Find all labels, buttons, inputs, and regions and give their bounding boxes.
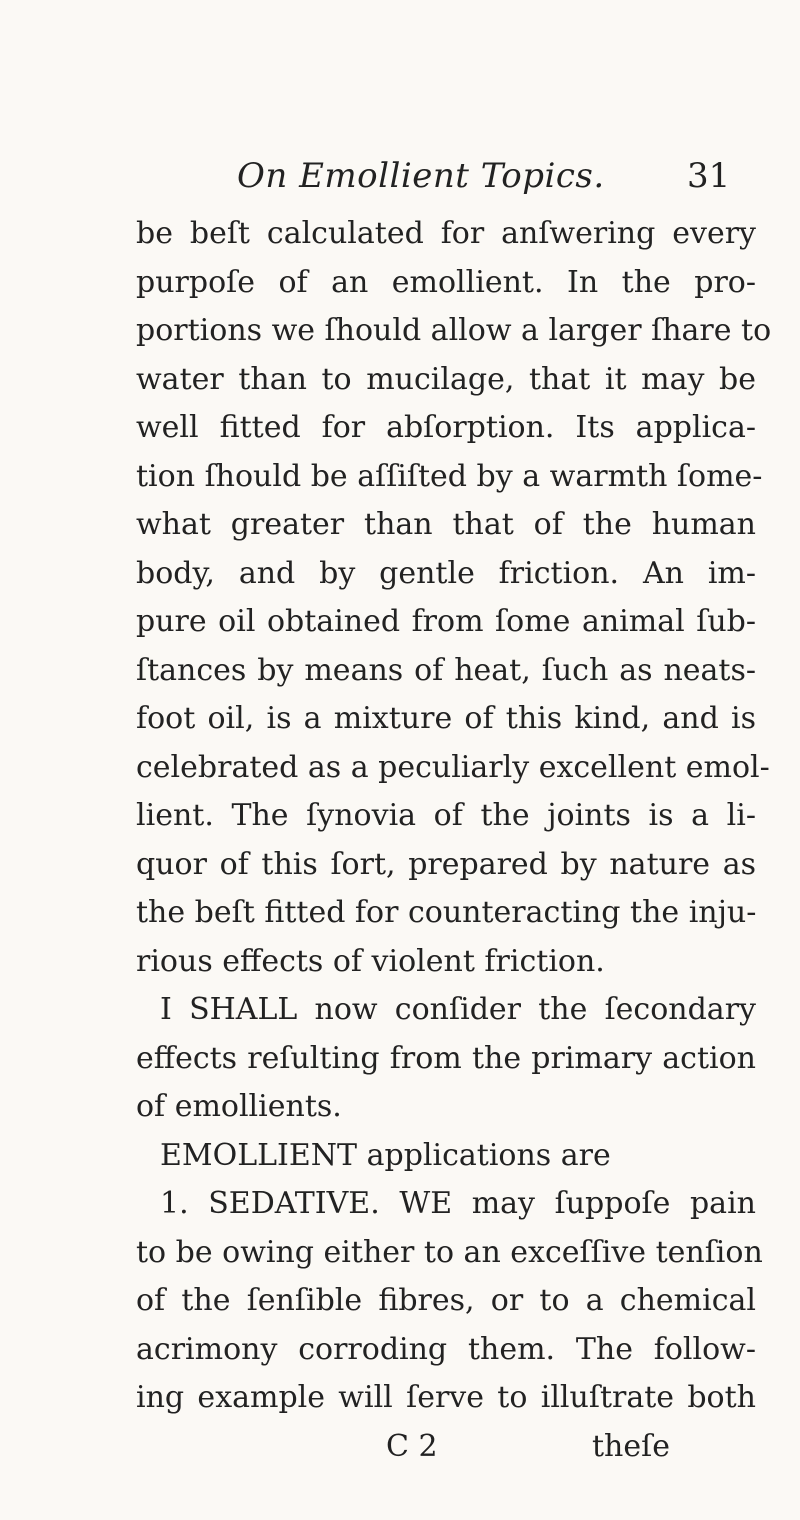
text-line: 1. SEDATIVE. WE may ſuppoſe pain [160,1186,756,1221]
text-line: EMOLLIENT applications are [160,1137,611,1173]
text-line: be beſt calculated for anſwering every [136,216,756,251]
running-title: On Emollient Topics. [237,156,605,196]
signature-line [136,1423,756,1472]
text-line: to be owing either to an exceſſive tenſion [136,1234,763,1270]
text-line: water than to mucilage, that it may be [136,361,756,397]
text-line: lient. The ſynovia of the joints is a li- [136,798,756,833]
text-line: I SHALL now conſider the ſecondary [160,992,756,1027]
body-text [136,210,772,1471]
text-line: ſtances by means of heat, ſuch as neats- [136,652,756,688]
text-line: rious effects of violent friction. [136,943,605,979]
text-line: the beſt fitted for counteracting the inju- [136,895,757,930]
text-line: tion ſhould be aſſiſted by a warmth ſome- [136,458,763,494]
running-head [0,156,800,204]
text-line: acrimony corroding them. The follow- [136,1331,756,1367]
text-line: body, and by gentle friction. An im- [136,555,756,591]
page-number: 31 [687,156,731,196]
text-line: effects reſulting from the primary action [136,1040,756,1076]
catchword: theſe [592,1428,670,1464]
text-line: well fitted for abſorption. Its applica- [136,410,756,445]
text-line: what greater than that of the human [136,507,756,542]
text-line: ing example will ſerve to illuſtrate both [136,1380,756,1415]
text-line: portions we ſhould allow a larger ſhare to [136,313,772,348]
text-line: purpoſe of an emollient. In the pro- [136,264,756,300]
text-line: of emollients. [136,1089,342,1124]
text-line: foot oil, is a mixture of this kind, and is [136,701,756,736]
text-line: of the ſenſible fibres, or to a chemical [136,1283,756,1318]
signature-mark: C 2 [386,1428,438,1464]
text-line: celebrated as a peculiarly excellent emol- [136,749,770,785]
text-line: quor of this ſort, prepared by nature as [136,846,756,882]
text-line: pure oil obtained from ſome animal ſub- [136,604,756,639]
